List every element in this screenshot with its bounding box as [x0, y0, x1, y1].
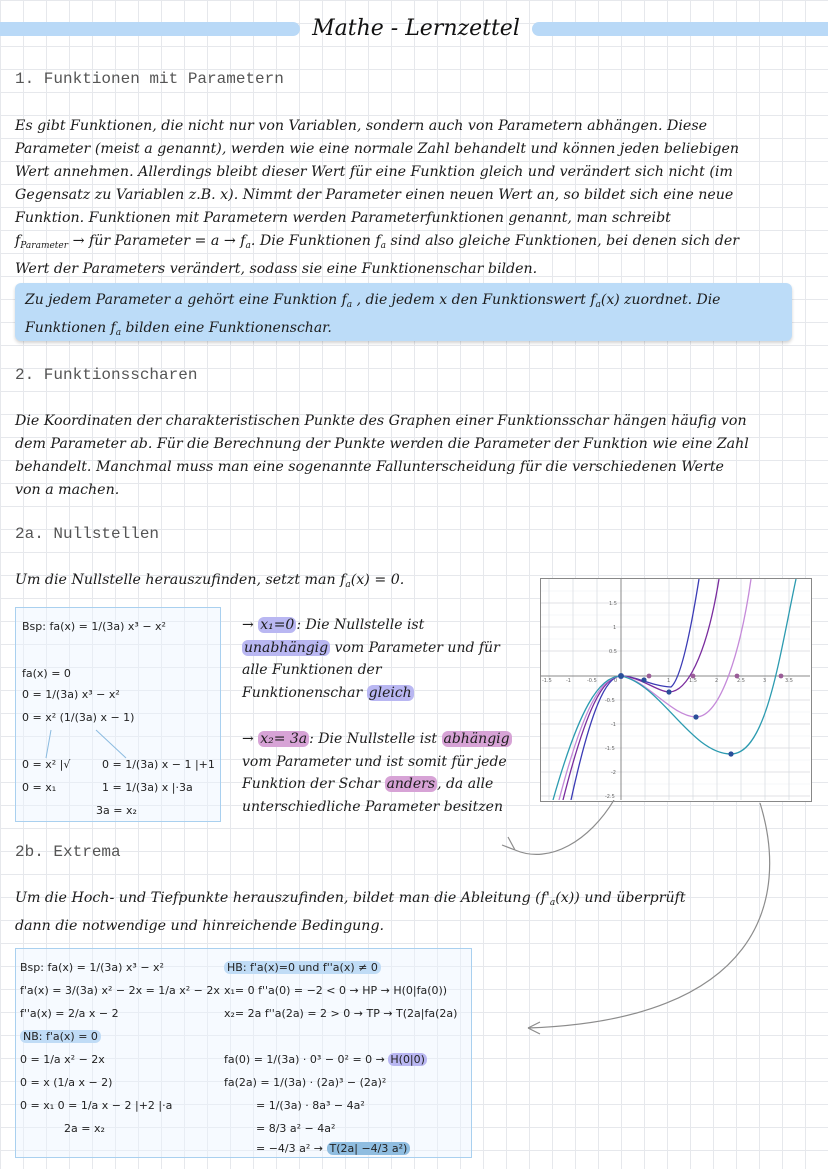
svg-text:1.5: 1.5: [609, 601, 617, 607]
highlight-gleich: gleich: [368, 684, 412, 701]
svg-text:2: 2: [715, 678, 719, 684]
note-x1-independent: → x₁=0 : Die Nullstelle ist unabhängig vom Parameter und für alle Funktionen der Funktionenschar gleich: [242, 617, 500, 701]
highlight-anders: anders: [386, 776, 436, 792]
graph-svg: [541, 579, 810, 800]
function-family-graph: [540, 578, 812, 802]
svg-text:-1.5: -1.5: [605, 746, 615, 752]
title-bar-right-decoration: [532, 22, 828, 36]
nullstellen-example-box: Bsp: fa(x) = 1/(3a) x³ − x² fa(x) = 0 0 = 1/(3a) x³ − x² 0 = x² (1/(3a) x − 1) 0 = x² |√ 0 = 1/(3a) x − 1 |+1 0 = x₁ 1 = 1/(3a) x |·3a 3a = x₂: [15, 607, 221, 822]
section-2-paragraph: [15, 410, 805, 502]
paragraph-line: behandelt. Manchmal muss man eine sogenannte Fallunterscheidung für die verschiedenen Werte: [15, 459, 724, 475]
paragraph-line: Gegensatz zu Variablen z.B. x). Nimmt der Parameter einen neuen Wert an, so bildet sich eine neue: [15, 187, 734, 203]
section-2a-intro: Um die Nullstelle herauszufinden, setzt man $f_a(x) = 0$.: [15, 572, 405, 590]
section-2b-paragraph: Um die Hoch- und Tiefpunkte herauszufinden, bildet man die Ableitung $(f'_a(x))$ und überprüft dann die notwendige und hinreichende Bedingung.: [15, 890, 686, 934]
section-1-paragraph: [15, 115, 805, 281]
svg-text:-1.5: -1.5: [542, 678, 552, 684]
section-2a-heading: 2a. Nullstellen: [15, 525, 160, 543]
svg-text:-2: -2: [611, 770, 616, 776]
svg-text:-2.5: -2.5: [605, 794, 615, 800]
paragraph-line: Funktion. Funktionen mit Parametern werden Parameterfunktionen genannt, man schreibt: [15, 210, 671, 226]
paragraph-line: von a machen.: [15, 482, 120, 498]
highlight-x2: x₂= 3a: [260, 731, 308, 747]
svg-text:1: 1: [613, 625, 617, 631]
section-2b-heading: 2b. Extrema: [15, 843, 121, 861]
svg-text:-1: -1: [611, 722, 616, 728]
highlight-unabhaengig: unabhängig: [244, 639, 329, 656]
highlight-x1: x₁=0: [260, 617, 295, 633]
note-x2-dependent: → x₂= 3a : Die Nullstelle ist abhängig vom Parameter und ist somit für jede Funktion der Schar anders , da alle unterschiedliche Parameter besitzen: [242, 731, 510, 815]
hochpunkt-result: H(0|0): [390, 1053, 425, 1066]
nb-condition-highlight: NB: f'a(x) = 0: [20, 1030, 101, 1043]
paragraph-line: Es gibt Funktionen, die nicht nur von Variablen, sondern auch von Parametern abhängen. Diese: [15, 118, 707, 134]
svg-text:1.5: 1.5: [689, 678, 697, 684]
svg-text:3: 3: [763, 678, 767, 684]
svg-text:1: 1: [667, 678, 671, 684]
extrema-example-box: Bsp: fa(x) = 1/(3a) x³ − x² f'a(x) = 3/(3a) x² − 2x = 1/a x² − 2x f''a(x) = 2/a x − 2 NB: f'a(x) = 0 0 = 1/a x² − 2x 0 = x (1/a x − 2) 0 = x₁ 0 = 1/a x − 2 |+2 |·a 2a = x₂ HB: f'a(x)=0 und f''a(x) ≠ 0 x₁= 0 f''a(0) = −2 < 0 → HP → H(0|fa(0)) x₂= 2a f''a(2a) = 2 > 0 → TP → T(2a|fa(2a) fa(0) = 1/(3a) · 0³ − 0² = 0 → H(0|0) fa(2a) = 1/(3a) · (2a)³ − (2a)² = 1/(3a) · 8a³ − 4a² = 8/3 a² − 4a² = −4/3 a² → T(2a| −4/3 a²): [15, 948, 472, 1158]
title-bar-left-decoration: [0, 22, 300, 36]
svg-text:3.5: 3.5: [785, 678, 793, 684]
paragraph-line: Parameter (meist a genannt), werden wie eine normale Zahl behandelt und können jeden beliebigen: [15, 141, 740, 157]
svg-text:2.5: 2.5: [737, 678, 745, 684]
paragraph-line: Die Koordinaten der charakteristischen Punkte des Graphen einer Funktionsschar hängen häufig von: [15, 413, 747, 429]
svg-text:-0.5: -0.5: [587, 678, 597, 684]
highlight-abhaengig: abhängig: [443, 731, 510, 747]
hb-condition-highlight: HB: f'a(x)=0 und f''a(x) ≠ 0: [224, 961, 381, 974]
page-title: Mathe - Lernzettel: [312, 16, 520, 41]
tiefpunkt-result: T(2a| −4/3 a²): [327, 1142, 411, 1155]
arrow-curve-to-text: [515, 800, 614, 854]
definition-info-box: Zu jedem Parameter a gehört eine Funktion $f_a$ , die jedem x den Funktionswert $f_a(x)$ zuordnet. Die Funktionen $f_a$ bilden eine Funktionenschar.: [15, 283, 792, 341]
svg-text:-0.5: -0.5: [605, 698, 615, 704]
paragraph-line: $f_{Parameter}$ → für Parameter = $a \to f_a$. Die Funktionen $f_a$ sind also gleiche Funktionen, bei denen sich der: [15, 233, 740, 251]
svg-text:0: 0: [614, 678, 618, 684]
section-1-heading: 1. Funktionen mit Parametern: [15, 70, 284, 88]
paragraph-line: dem Parameter ab. Für die Berechnung der Punkte werden die Parameter der Funktion wie eine Zahl: [15, 436, 749, 452]
section-2-heading: 2. Funktionsscharen: [15, 366, 198, 384]
svg-text:0.5: 0.5: [609, 649, 617, 655]
paragraph-line: Wert der Parameters verändert, sodass sie eine Funktionenschar bilden.: [15, 261, 538, 277]
paragraph-line: Wert annehmen. Allerdings bleibt dieser Wert für eine Funktion gleich und verändert sich nicht (im: [15, 164, 733, 180]
svg-text:-1: -1: [566, 678, 571, 684]
